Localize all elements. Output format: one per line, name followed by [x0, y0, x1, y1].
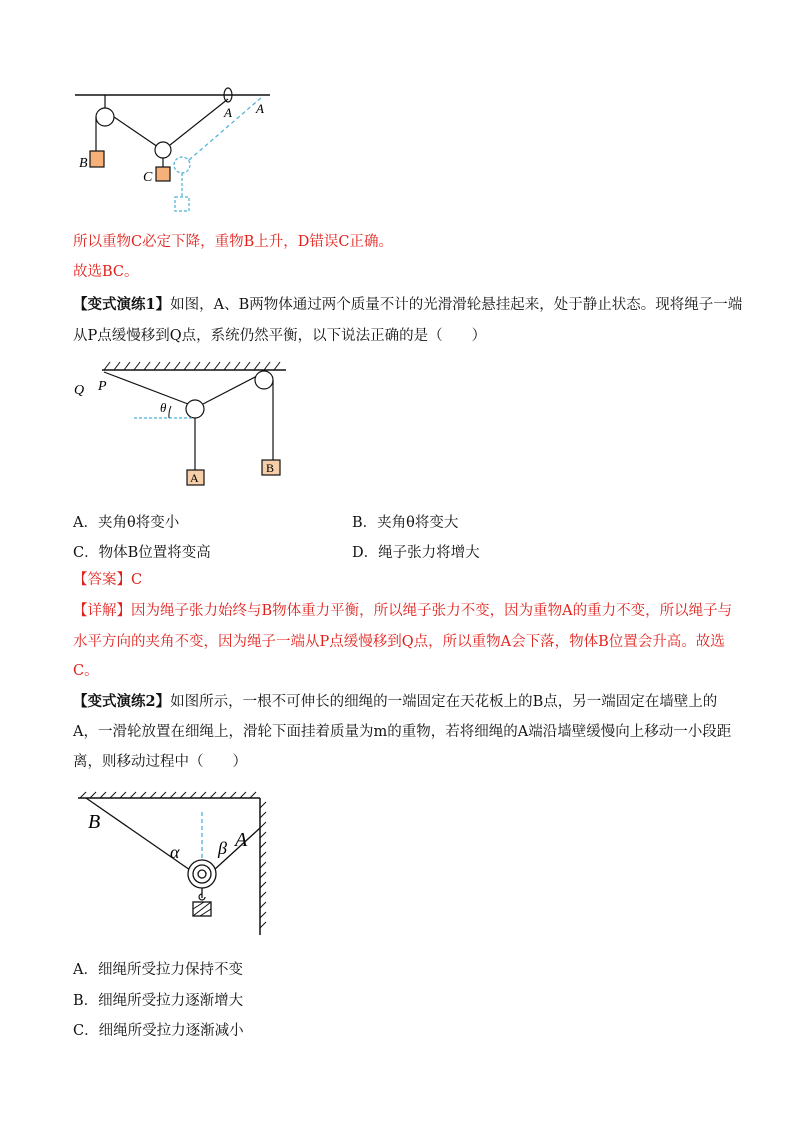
- fig2-label-b: B: [266, 461, 275, 475]
- fig2-label-a: A: [190, 471, 199, 485]
- fig3-label-b: B: [88, 811, 101, 833]
- fig3-label-beta: β: [218, 838, 227, 858]
- exercise1-stem-text1: 如图，A、B两物体通过两个质量不计的光滑滑轮悬挂起来，处于静止状态。现将绳子一端: [170, 297, 743, 313]
- solution-line-1: 所以重物C必定下降，重物B上升，D错误C正确。: [73, 234, 393, 250]
- exercise2-stem-line2: A，一滑轮放置在细绳上，滑轮下面挂着质量为m的重物，若将细绳的A端沿墙壁缓慢向上移动一小段距: [73, 724, 732, 740]
- fig3-label-alpha: α: [170, 842, 180, 862]
- exercise2-stem-line1: [73, 692, 717, 712]
- exercise1-option-c[interactable]: C．物体B位置将变高: [73, 545, 211, 561]
- fig2-label-theta: θ: [160, 400, 167, 415]
- fig1-label-b: B: [79, 156, 88, 171]
- exercise2-stem-line3: 离，则移动过程中（ ）: [73, 754, 247, 770]
- exercise1-tag: 【变式演练1】: [73, 296, 171, 313]
- fig2-label-p: P: [98, 379, 107, 394]
- solution-line-2: 故选BC。: [73, 264, 139, 280]
- fig2-label-q: Q: [74, 383, 85, 398]
- exercise1-option-b[interactable]: B．夹角θ将变大: [352, 515, 459, 531]
- exercise1-detail-line3: C。: [73, 663, 99, 679]
- exercise2-stem-text1: 如图所示，一根不可伸长的细绳的一端固定在天花板上的B点，另一端固定在墙壁上的: [170, 694, 718, 710]
- exercise1-stem-line1: [73, 295, 742, 315]
- figure-pulley-bc: [70, 85, 280, 215]
- exercise2-option-a[interactable]: A．细绳所受拉力保持不变: [73, 962, 243, 978]
- exercise1-detail-line1: 【详解】因为绳子张力始终与B物体重力平衡，所以绳子张力不变，因为重物A的重力不变，所以绳子与: [73, 603, 733, 619]
- fig1-label-a2: A: [256, 101, 264, 116]
- exercise1-detail-line2: 水平方向的夹角不变，因为绳子一端从P点缓慢移到Q点，所以重物A会下落，物体B位置会升高。故选: [73, 634, 725, 650]
- exercise1-option-a[interactable]: A．夹角θ将变小: [73, 515, 180, 531]
- exercise2-option-b[interactable]: B．细绳所受拉力逐渐增大: [73, 993, 244, 1009]
- fig1-label-c: C: [143, 170, 153, 185]
- exercise1-stem-line2: 从P点缓慢移到Q点，系统仍然平衡，以下说法正确的是（ ）: [73, 328, 487, 344]
- exercise2-option-c[interactable]: C．细绳所受拉力逐渐减小: [73, 1023, 244, 1039]
- fig1-label-a1: A: [224, 105, 232, 120]
- exercise1-option-d[interactable]: D．绳子张力将增大: [352, 545, 480, 561]
- exercise1-answer: 【答案】C: [73, 572, 143, 588]
- exercise2-tag: 【变式演练2】: [73, 693, 171, 710]
- figure-pulley-wall: [72, 790, 272, 940]
- fig3-label-a: A: [235, 829, 248, 851]
- figure-pulley-theta: [72, 360, 292, 490]
